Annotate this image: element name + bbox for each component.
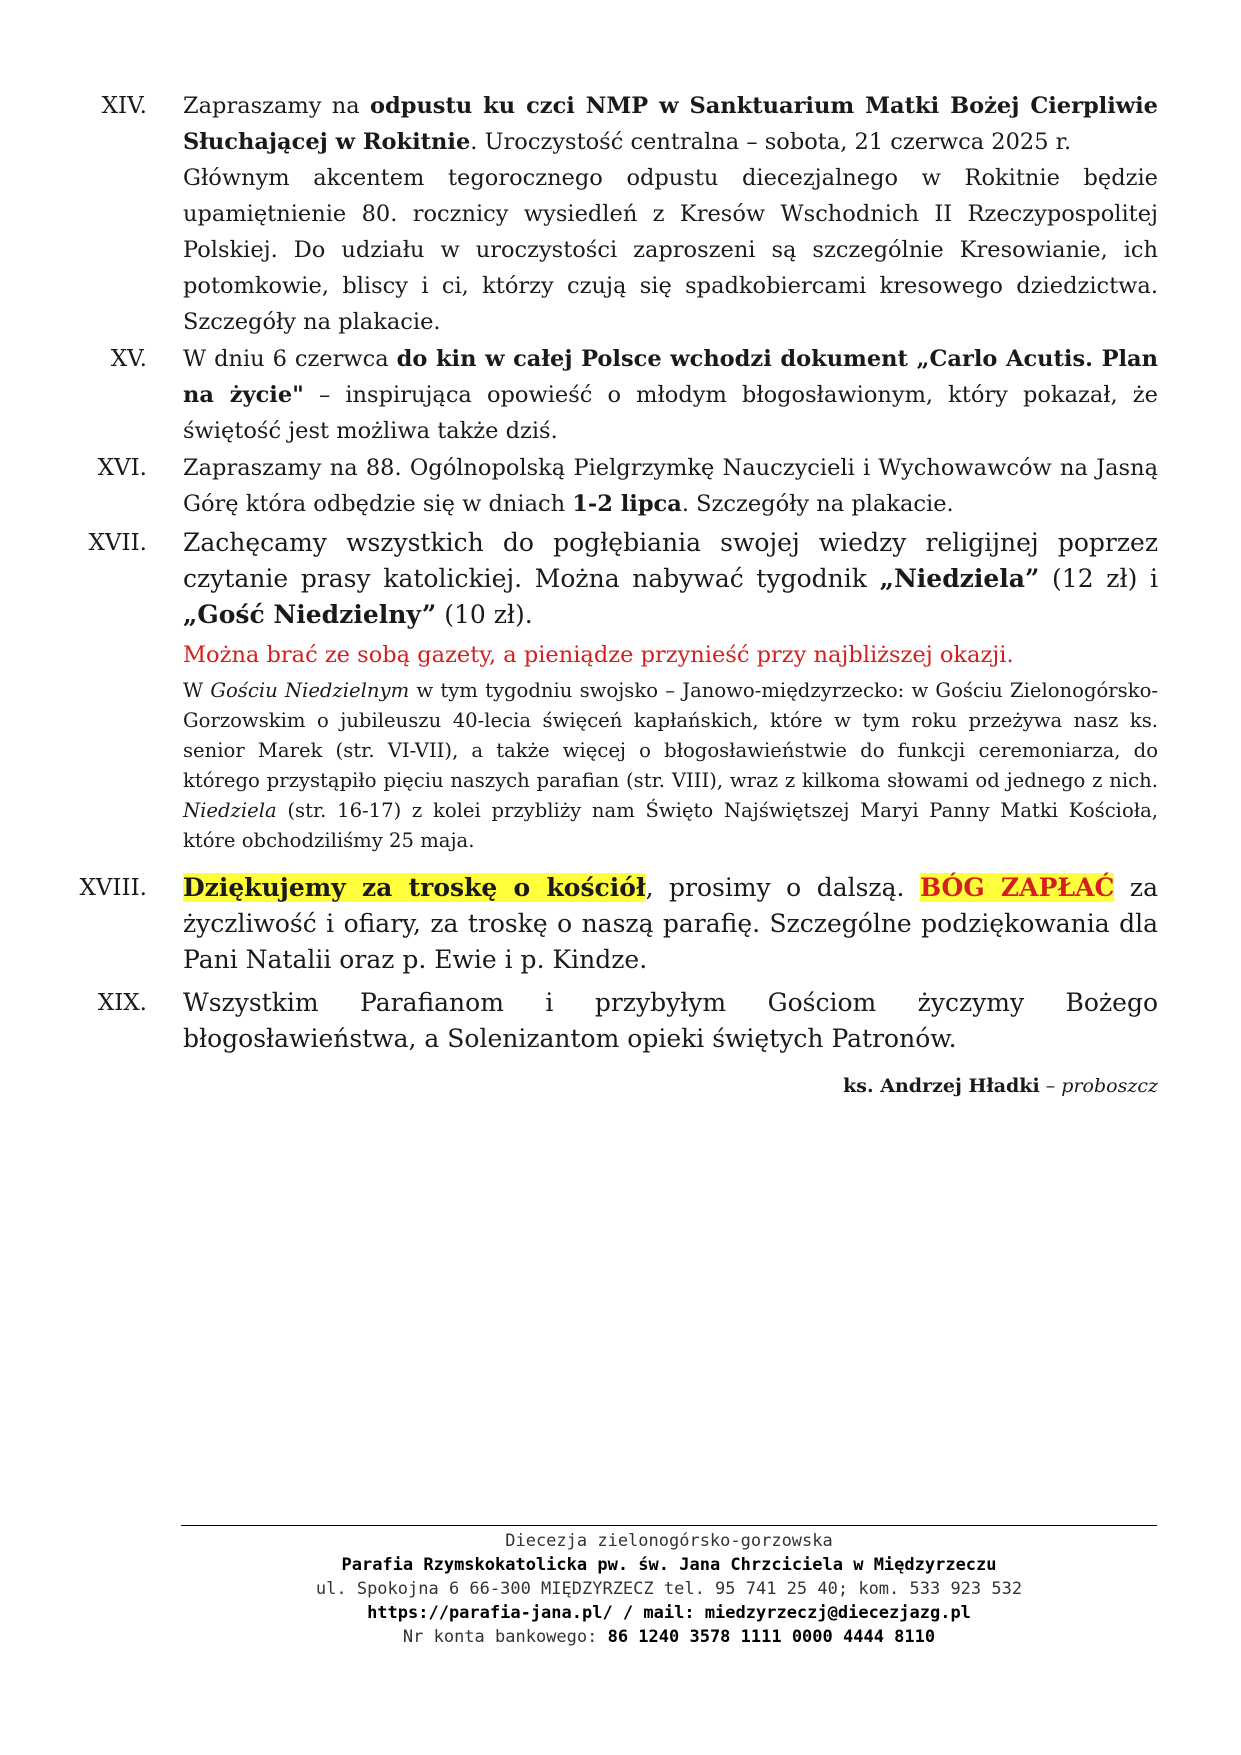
announcement-paragraph [183,525,1158,633]
highlighted-bog-zaplac: BÓG ZAPŁAĆ [919,873,1115,902]
bold-text: 1-2 lipca [572,491,682,517]
footer-bank [181,1625,1157,1649]
text: za życzliwość i ofiary, za troskę o naszą parafię. Szczególne podziękowania dla Pani Natalii oraz p. Ewie i p. Kindze. [183,873,1158,974]
bank-account: 86 1240 3578 1111 0000 4444 8110 [607,1627,936,1647]
text: , prosimy o dalszą. [645,873,920,902]
bold-text: do kin w całej Polsce wchodzi dokument „Carlo Acutis. Plan na życie" [183,346,1158,408]
announcement-paragraph [183,870,1158,978]
text: Zapraszamy na [183,93,370,119]
item-number: XVII. [88,530,147,556]
announcement-paragraph: Głównym akcentem tegorocznego odpustu diecezjalnego w Rokitnie będzie upamiętnienie 80. rocznicy wysiedleń z Kresów Wschodnich II Rzeczypospolitej Polskiej. Do udziału w uroczystości zaproszeni są szczególnie Kresowianie, ich potomkowie, bliscy i ci, którzy czują się spadkobiercami kresowego dziedzictwa. Szczegóły na plakacie. [183,165,1158,335]
text: . Uroczystość centralna – sobota, 21 czerwca 2025 r. [470,129,1072,155]
text: Zachęcamy wszystkich do pogłębiania swojej wiedzy religijnej poprzez czytanie prasy katolickiej. Można nabywać tygodnik [183,528,1158,593]
text: . Szczegóły na plakacie. [681,491,954,517]
parish-footer [181,1525,1157,1649]
text: – inspirująca opowieść o młodym błogosławionym, który pokazał, że świętość jest możliwa także dziś. [183,382,1158,444]
item-number: XIV. [101,93,147,119]
red-note: Można brać ze sobą gazety, a pieniądze przynieść przy najbliższej okazji. [183,642,1014,668]
text: W [183,679,211,702]
text: (str. 16-17) z kolei przybliży nam Święto Najświętszej Maryi Panny Matki Kościoła, które obchodziliśmy 25 maja. [183,799,1158,852]
announcement-paragraph: Wszystkim Parafianom i przybyłym Gościom życzymy Bożego błogosławieństwa, a Solenizantom opieki świętych Patronów. [183,988,1158,1053]
footer-address: ul. Spokojna 6 66-300 MIĘDZYRZECZ tel. 95 741 25 40; kom. 533 923 532 [315,1579,1023,1599]
newspaper-note [183,676,1158,856]
text: Zapraszamy na 88. Ogólnopolską Pielgrzymkę Nauczycieli i Wychowawców na Jasną Górę która odbędzie się w dniach [183,455,1158,517]
announcement-paragraph [183,88,1158,160]
bold-text: „Gość Niedzielny” [183,600,437,629]
bold-text: odpustu ku czci NMP w Sanktuarium Matki Bożej Cierpliwie Słuchającej w Rokitnie [183,93,1158,155]
bank-label: Nr konta bankowego: [402,1627,608,1647]
announcement-paragraph [183,450,1158,522]
signature-name: ks. Andrzej Hładki [843,1075,1040,1097]
text: (12 zł) i [1039,564,1158,593]
item-number: XVIII. [79,875,147,901]
item-number: XVI. [97,455,147,481]
text: W dniu 6 czerwca [183,346,397,372]
item-number: XIX. [97,990,147,1016]
signature [843,1074,1158,1098]
highlighted-thanks: Dziękujemy za troskę o kościół [183,873,646,902]
text: (10 zł). [436,600,533,629]
italic-text: Niedziela [183,799,277,822]
signature-dash: – [1039,1075,1062,1097]
text: w tym tygodniu swojsko – Janowo-międzyrzecko: w Gościu Zielonogórsko-Gorzowskim o jubileuszu 40-lecia święceń kapłańskich, które w tym roku przeżywa nasz ks. senior Marek (str. VI-VII), a także więcej o błogosławieństwie do funkcji ceremoniarza, do którego przystąpiło pięciu naszych parafian (str. VIII), wraz z kilkoma słowami od jednego z nich. [183,679,1158,792]
footer-diocese: Diecezja zielonogórsko-gorzowska [505,1531,833,1551]
item-number: XV. [110,346,147,372]
bold-text: „Niedziela” [879,564,1040,593]
italic-text: Gościu Niedzielnym [210,679,410,702]
footer-parish-name: Parafia Rzymskokatolicka pw. św. Jana Chrzciciela w Międzyrzeczu [341,1555,997,1575]
signature-role: proboszcz [1061,1075,1158,1097]
announcement-paragraph [183,341,1158,449]
footer-web-mail: https://parafia-jana.pl/ / mail: miedzyrzeczj@diecezjazg.pl [367,1603,971,1623]
